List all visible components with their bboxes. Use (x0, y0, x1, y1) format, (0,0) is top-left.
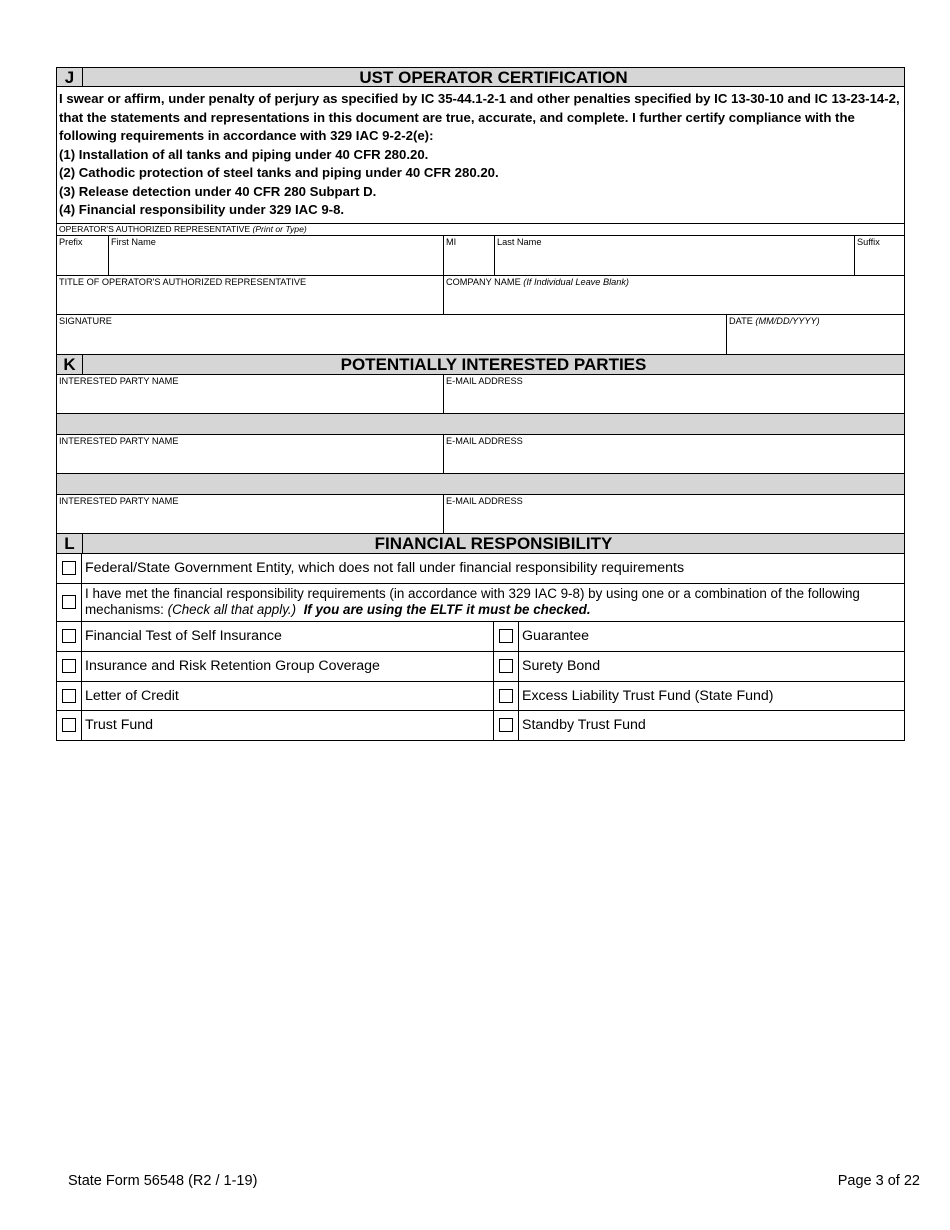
option-label: Letter of Credit (85, 687, 179, 704)
suffix-field[interactable] (854, 236, 904, 275)
option-label: Insurance and Risk Retention Group Coverage (85, 658, 380, 674)
company-label: COMPANY NAME (446, 276, 521, 287)
party-separator (56, 474, 905, 495)
form-page (56, 67, 905, 741)
section-letter: K (57, 355, 83, 374)
option-label: Financial Test of Self Insurance (85, 628, 282, 644)
name-row (56, 236, 905, 276)
option-checkbox[interactable] (499, 629, 513, 643)
cert-line: (1) Installation of all tanks and piping under 40 CFR 280.20. (59, 146, 429, 162)
option-checkbox[interactable] (62, 629, 76, 643)
section-j-header (56, 67, 905, 87)
party-separator (56, 414, 905, 435)
date-label: DATE (729, 315, 753, 326)
title-field[interactable] (57, 276, 443, 314)
option-label: Excess Liability Trust Fund (State Fund) (522, 687, 774, 704)
party-email-label: E-MAIL ADDRESS (446, 495, 523, 506)
section-l-header (56, 534, 905, 554)
option-checkbox[interactable] (499, 718, 513, 732)
prefix-label: Prefix (59, 236, 83, 247)
party-email-field[interactable] (443, 375, 904, 413)
gov-entity-checkbox[interactable] (62, 561, 76, 575)
party-name-field[interactable] (57, 495, 443, 533)
fr-met-bold: If you are using the ELTF it must be checked. (303, 602, 591, 617)
rep-label: OPERATOR'S AUTHORIZED REPRESENTATIVE (59, 223, 251, 234)
cert-line: (2) Cathodic protection of steel tanks and piping under 40 CFR 280.20. (59, 165, 499, 180)
mi-label: MI (446, 236, 457, 247)
fr-met-italic: (Check all that apply.) (167, 602, 297, 617)
form-number: State Form 56548 (R2 / 1-19) (68, 1173, 258, 1189)
section-title: UST OPERATOR CERTIFICATION (359, 68, 628, 87)
certification-statement (56, 87, 905, 224)
fr-option-row (56, 652, 905, 682)
interested-party-row (56, 495, 905, 534)
party-email-field[interactable] (443, 495, 904, 533)
title-company-row (56, 276, 905, 315)
first-name-field[interactable] (108, 236, 443, 275)
option-label: Guarantee (522, 628, 590, 644)
prefix-field[interactable] (57, 236, 108, 275)
option-checkbox[interactable] (62, 689, 76, 703)
title-label: TITLE OF OPERATOR'S AUTHORIZED REPRESENTATIVE (59, 276, 307, 287)
party-name-label: INTERESTED PARTY NAME (59, 495, 179, 506)
option-checkbox[interactable] (499, 659, 513, 673)
party-name-field[interactable] (57, 435, 443, 473)
party-name-field[interactable] (57, 375, 443, 413)
option-checkbox[interactable] (62, 659, 76, 673)
section-letter: J (57, 68, 83, 86)
company-field[interactable] (443, 276, 904, 314)
interested-party-row (56, 375, 905, 414)
fr-met-checkbox[interactable] (62, 595, 76, 609)
last-name-field[interactable] (494, 236, 854, 275)
last-name-label: Last Name (497, 236, 542, 247)
cert-line: (3) Release detection under 40 CFR 280 Subpart D. (59, 183, 377, 199)
fr-met-text: I have met the financial responsibility requirements (in accordance with 329 IAC 9-8) by using one or a combination of the following mechanisms: (85, 585, 860, 617)
fr-option-row (56, 711, 905, 741)
fr-met-statement (82, 584, 904, 621)
option-label: Trust Fund (85, 717, 154, 733)
option-checkbox[interactable] (499, 689, 513, 703)
option-label: Surety Bond (522, 658, 601, 674)
rep-label-note: (Print or Type) (252, 223, 307, 234)
mi-field[interactable] (443, 236, 494, 275)
signature-field[interactable] (57, 315, 726, 354)
section-letter: L (57, 534, 83, 553)
party-email-label: E-MAIL ADDRESS (446, 435, 523, 446)
signature-row (56, 315, 905, 355)
cert-line: (4) Financial responsibility under 329 IAC 9-8. (59, 202, 345, 217)
section-title: FINANCIAL RESPONSIBILITY (374, 533, 613, 553)
party-name-label: INTERESTED PARTY NAME (59, 375, 179, 386)
party-email-label: E-MAIL ADDRESS (446, 375, 523, 386)
fr-met-row (56, 584, 905, 622)
first-name-label: First Name (111, 236, 156, 247)
date-note: (MM/DD/YYYY) (755, 315, 820, 326)
party-name-label: INTERESTED PARTY NAME (59, 435, 179, 446)
option-checkbox[interactable] (62, 718, 76, 732)
gov-entity-label: Federal/State Government Entity, which does not fall under financial responsibility requirements (85, 560, 685, 576)
page-number: Page 3 of 22 (837, 1173, 920, 1189)
party-email-field[interactable] (443, 435, 904, 473)
rep-label-row (56, 224, 905, 236)
section-title: POTENTIALLY INTERESTED PARTIES (340, 354, 647, 374)
interested-party-row (56, 435, 905, 474)
fr-option-row (56, 682, 905, 711)
suffix-label: Suffix (857, 236, 880, 247)
fr-option-row (56, 622, 905, 652)
signature-label: SIGNATURE (59, 315, 112, 326)
gov-entity-row (56, 554, 905, 584)
company-note: (If Individual Leave Blank) (523, 276, 629, 287)
date-field[interactable] (726, 315, 904, 354)
cert-line: I swear or affirm, under penalty of perjury as specified by IC 35-44.1-2-1 and other penalties specified by IC 13-30-10 and IC 13-23-14-2, that the statements and representations in this document are true, accurate, and complete. I further certify compliance with the following requirements in accordance with 329 IAC 9-2-2(e): (59, 91, 900, 143)
option-label: Standby Trust Fund (522, 717, 646, 733)
section-k-header (56, 355, 905, 375)
